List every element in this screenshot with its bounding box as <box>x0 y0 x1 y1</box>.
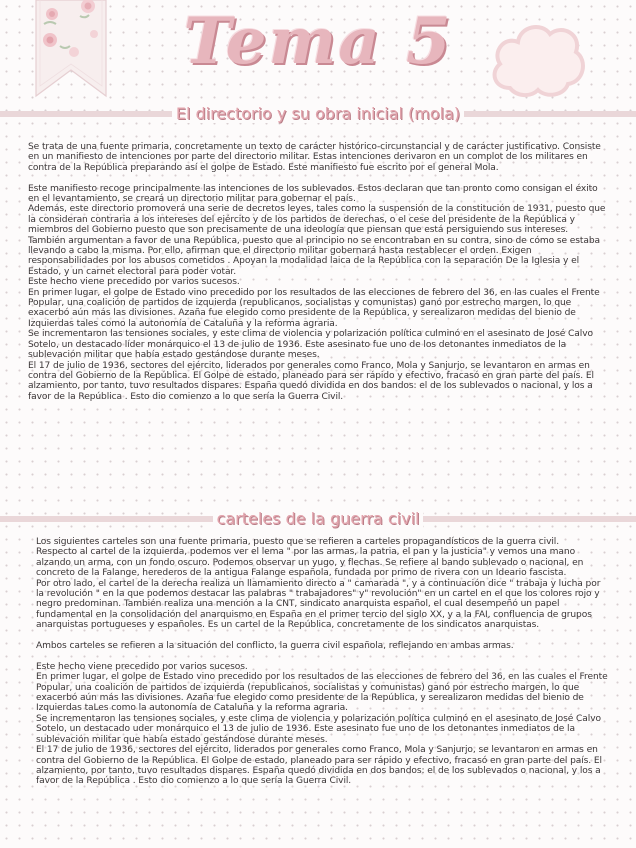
section-2-header <box>0 508 636 530</box>
paragraph: Además, este directorio promoverá una serie de decretos leyes, tales como la suspensión de la constitución de 1931, puesto que la consideran contraria a los intereses del ejército y de los partidos de derechas, o el cese del presidente de la República y miembros del Gobierno puesto que son precisamente de una ideología que piensan que está persiguiendo sus intereses. <box>28 204 606 236</box>
paragraph: Ambos carteles se refieren a la situación del conflicto, la guerra civil española, reflejando en ambas armas. <box>36 641 514 652</box>
paragraph: Los siguientes carteles son una fuente primaria, puesto que se refieren a carteles propagandísticos de la guerra civil. <box>36 537 560 547</box>
paragraph: Se incrementaron las tensiones sociales, y este clima de violencia y polarización política culminó en el asesinato de José Calvo Sotelo, un destacado líder monárquico el 13 de julio de 1936. Este asesinato fue uno de los detonantes inmediatos de la sublevación militar que había estado gestándose durante meses. <box>28 329 593 361</box>
paragraph: Este hecho viene precedido por varios sucesos. <box>36 661 248 672</box>
paragraph: En primer lugar, el golpe de Estado vino precedido por los resultados de las elecciones de febrero del 36, en las cuales el Frente Popular, una coalición de partidos de izquierda (republicanos, socialistas y comunistas) ganó por estrecho margen, lo que exacerbó aún más las divisiones. Azaña fue elegido como presidente de la República, y serealizaron medidas del bienio de Izquierdas tales como la autonomía de Cataluña y la reforma agraria. <box>28 287 600 329</box>
paragraph: En primer lugar, el golpe de Estado vino precedido por los resultados de las elecciones de febrero del 36, en las cuales el Frente Popular, una coalición de partidos de izquierda (republicanos, socialistas y comunistas) ganó por estrecho margen, lo que exacerbó aún más las divisiones. Azaña fue elegido como presidente de la República, y serealizaron medidas del bienio de Izquierdas taLes como la autonomía de Cataluña y la reforma agraria. <box>36 672 608 714</box>
section-2-heading: carteles de la guerra civil <box>213 509 424 528</box>
section-1-text <box>28 142 608 402</box>
paragraph: Este hecho viene precedido por varios sucesos. <box>28 277 240 288</box>
paragraph: Se incrementaron las tensiones sociales, y este clima de violencia y polarización política culminó en el asesinato de José Calvo Sotelo, un destacado uder monárquico el 13 de julio de 1936. Este asesinato fue uno de los detonantes inmediatos de la sublevación militar que había estado gestándose durante meses. <box>36 713 601 745</box>
page-title: Tema 5 <box>183 4 453 79</box>
section-1-heading: El directorio y su obra inicial (mola) <box>172 104 464 123</box>
paragraph: Se trata de una fuente primaria, concretamente un texto de carácter histórico-circunstancial y de carácter justificativo. Consiste en un manifiesto de intenciones por parte del directorio militar. Estas intenciones derivaron en un complot de los militares en contra de la República preparando así el golpe de Estado. Este manifiesto fue escrito por el general Mola. <box>28 142 601 173</box>
section-2-text <box>36 537 608 787</box>
section-1-header <box>0 103 636 125</box>
paragraph: Por otro lado, el cartel de la derecha realiza un llamamiento directo a " camarada ", y a continuación dice " trabaja y lucha por la revolución " en la que podemos destacar las palabras " trabajadores" y" revolución" en un cartel en el que los colores rojo y negro predominan. También realiza una mención a la CNT, sindicato anarquista español, el cual desempeñó un papel fundamental en la consolidación del anarquismo en España en el primer tercio del siglo XX, y a la FAI, confluencia de grupos anarquistas portugueses y españoles. Es un cartel de la República, concretamente de los sindicatos anarquistas. <box>36 578 601 631</box>
paragraph: También argumentan a favor de una República, puesto que al principio no se encontraban en su contra, sino de cómo se estaba llevando a cabo la misma. Por ello, afirman que el directorio militar gobernará hasta restablecer el orden. Exigen responsabilidades por los abusos cometidos . Apoyan la modalidad laica de la República con la separación De la Iglesia y el Estado, y un carnet electoral para poder votar. <box>28 235 600 277</box>
paragraph: El 17 de julio de 1936, sectores del ejército, liderados por generales como Franco, Mola y Sanjurjo, se levantaron en armas en contra del Gobierno de la República. El Golpe de estado, planeado para ser rápido y efectivo, fracasó en gran parte del país. El alzamiento, por tanto, tuvo resultados dispares. España quedó dividida en dos bandos: el de los sublevados o nacional, y los a favor de la República . Esto dio comienzo a lo que sería la Guerra Civil. <box>28 360 594 402</box>
paragraph: Respecto al cartel de la izquierda, podemos ver el lema " por las armas, la patria, el pan y la justicia" y vemos una mano alzando un arma, con un fondo oscuro. Podemos observar un yugo, y flechas. Se refiere al bando sublevado o nacional, en concreto de la Falange, herederos de la antigua Falange española, fundada por primo de rivera con un Ideario fascista. <box>36 547 584 579</box>
paragraph: El 17 de julio de 1936, sectores del ejército, liderados por generales como Franco, Mola y Sanjurjo, se levantaron en armas en contra del Gobierno de la República. El Golpe de estado, planeado para ser rápido y efectivo, fracasó en gran parte del país. El alzamiento, por tanto, tuvo resultados dispares. España quedó dividida en dos bandos: el de los sublevados o nacional, y los a favor de la República . Esto dio comienzo a lo que sería la Guerra Civil. <box>36 745 602 787</box>
paragraph: Este manifiesto recoge principalmente las intenciones de los sublevados. Estos declaran que tan pronto como consigan el éxito en el levantamiento, se creará un directorio militar para gobernar el país. <box>28 183 598 205</box>
